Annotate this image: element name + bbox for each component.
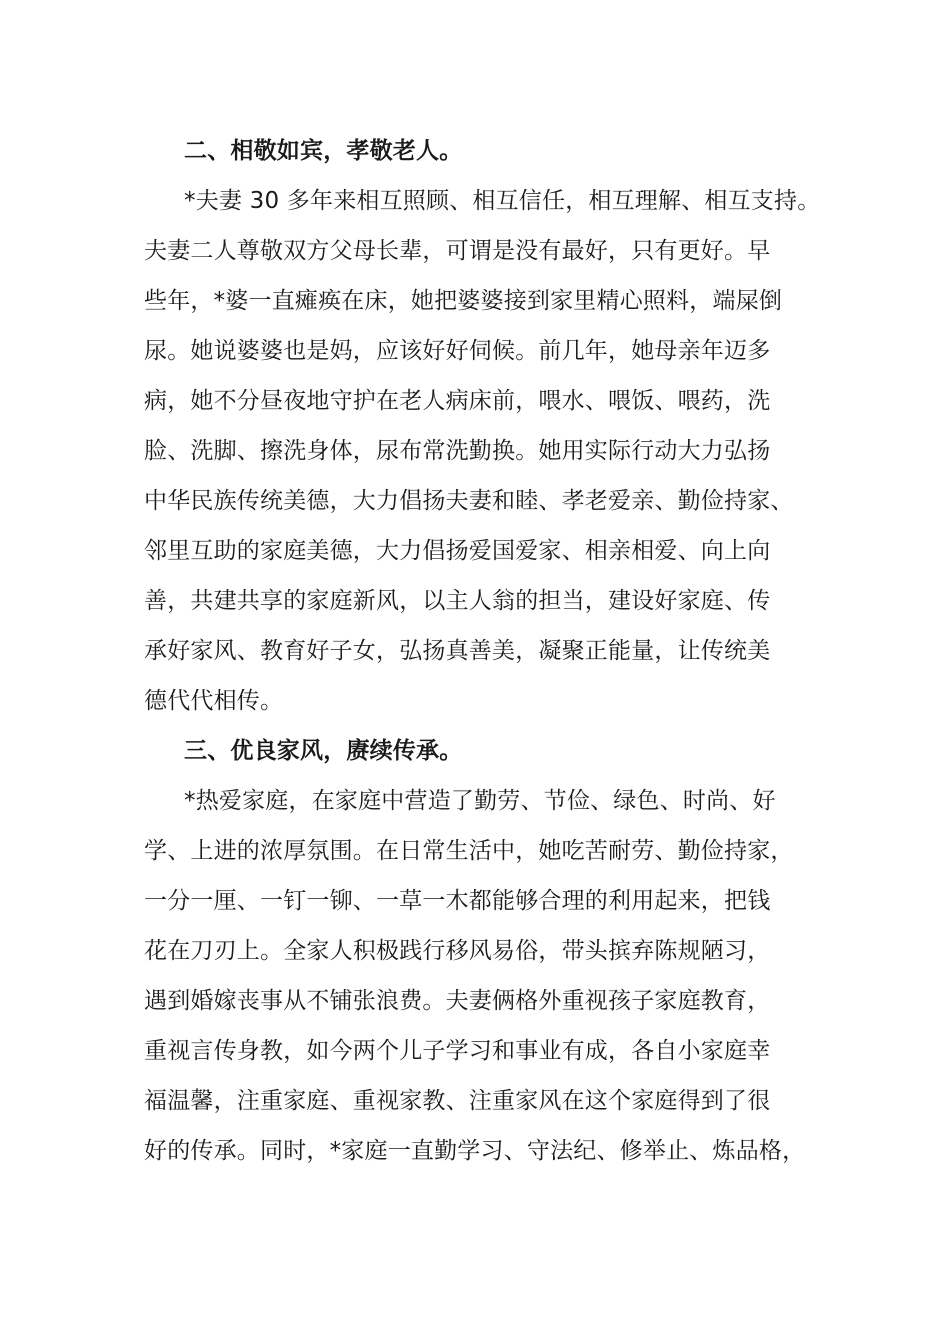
paragraph-line: 夫妻二人尊敬双方父母长辈，可谓是没有最好，只有更好。早 (144, 238, 771, 264)
paragraph-line: 好的传承。同时，*家庭一直勤学习、守法纪、修举止、炼品格， (144, 1138, 806, 1164)
section-2-heading: 二、相敬如宾，孝敬老人。 (184, 138, 463, 164)
paragraph-line: 邻里互助的家庭美德，大力倡扬爱国爱家、相亲相爱、向上向 (144, 538, 771, 564)
paragraph-line: 重视言传身教，如今两个儿子学习和事业有成，各自小家庭幸 (144, 1038, 771, 1064)
paragraph-line: 福温馨，注重家庭、重视家教、注重家风在这个家庭得到了很 (144, 1088, 771, 1114)
paragraph-line: 脸、洗脚、擦洗身体，尿布常洗勤换。她用实际行动大力弘扬 (144, 438, 771, 464)
paragraph-line: 中华民族传统美德，大力倡扬夫妻和睦、孝老爱亲、勤俭持家、 (144, 488, 794, 514)
paragraph-line: 花在刀刃上。全家人积极践行移风易俗，带头摈弃陈规陋习， (144, 938, 771, 964)
paragraph-line: 学、上进的浓厚氛围。在日常生活中，她吃苦耐劳、勤俭持家， (144, 838, 794, 864)
paragraph-line: 病，她不分昼夜地守护在老人病床前，喂水、喂饭、喂药，洗 (144, 388, 771, 414)
paragraph-line: *热爱家庭，在家庭中营造了勤劳、节俭、绿色、时尚、好 (184, 788, 776, 814)
paragraph-line: 些年，*婆一直瘫痪在床，她把婆婆接到家里精心照料，端屎倒 (144, 288, 783, 314)
paragraph-line: 承好家风、教育好子女，弘扬真善美，凝聚正能量，让传统美 (144, 638, 771, 664)
paragraph-line: 善，共建共享的家庭新风，以主人翁的担当，建设好家庭、传 (144, 588, 771, 614)
paragraph-line: 尿。她说婆婆也是妈，应该好好伺候。前几年，她母亲年迈多 (144, 338, 771, 364)
paragraph-line: 德代代相传。 (144, 688, 284, 714)
section-3-heading: 三、优良家风，赓续传承。 (184, 738, 463, 764)
paragraph-line: 遇到婚嫁丧事从不铺张浪费。夫妻俩格外重视孩子家庭教育， (144, 988, 771, 1014)
paragraph-line: 一分一厘、一钉一铆、一草一木都能够合理的利用起来，把钱 (144, 888, 771, 914)
paragraph-line: *夫妻 30 多年来相互照顾、相互信任，相互理解、相互支持。 (184, 188, 821, 214)
